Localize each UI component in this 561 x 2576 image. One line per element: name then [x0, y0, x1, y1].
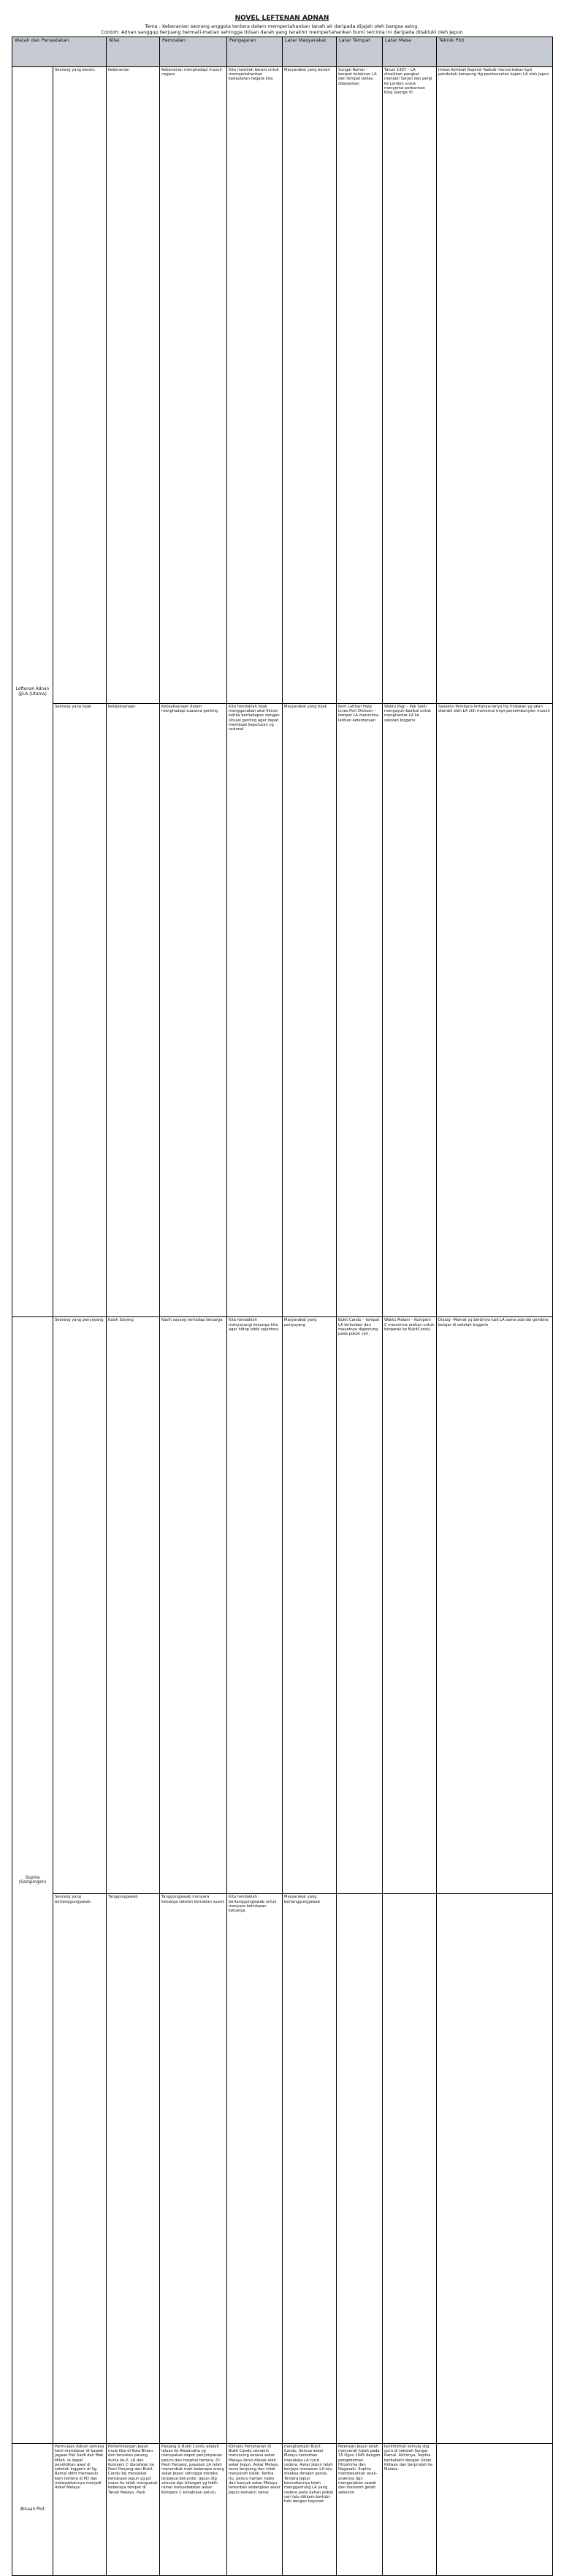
cell-pengajaran: Kita mestilah berani untuk mempertahankan kedaulatan negara kita.: [227, 66, 283, 703]
cell-masyarakat: Masyarakat yang bertanggungjawab: [283, 1894, 337, 2443]
cell-pengajaran: Kita hendaklah bijak menggunakan akal fikiran ketika berhadapan dengan situasi genting agar dapat membuat keputusan yg rasional: [227, 703, 283, 1316]
theme-line: Tema : Keberanian seorang anggota tentera dalam mempertahankan tanah air daripada dijajah oleh bangsa asing.: [145, 23, 419, 29]
plot-permulaan: Permulaan Adnan semasa kecil membesar di bawah jagaan Pak Saidi dan Mak Milah. Ia dapat pendidikan awal di sekolah Inggeris di Sg. Ramal sblm memasuki kem tentera di PD dan melayakkannya menjadi Askar Melayu: [53, 2443, 107, 2575]
cell-plot: Saspens Pembaca tertanya-tanya ttg tindakan yg akan diambil oleh LA stlh menemui tmpt persembunyian musuh: [437, 703, 553, 1316]
cell-watak: Seorang yang berani.: [53, 66, 107, 703]
cell-masa: Waktu Pagi – Pak Saidi mengayuh basikal untuk menghantar LA ke sekolah Inggeris: [383, 703, 437, 1316]
character-sophia: Sophia (Sampingan): [12, 1317, 53, 2443]
character-adnan: Leftenan Adnan @LA (Utama): [12, 66, 53, 1316]
table-row: [12, 66, 553, 703]
cell-tempat: Bukit Candu – tempat LA terkorban dan mayatnya digantung pada pokok ceri.: [337, 1317, 383, 1894]
cell-plot: [437, 1894, 553, 2443]
col-header-teknik-plot: Teknik Plot: [437, 37, 553, 67]
cell-masa: Tahun 1937 – LA dinaikkan pangkat menjadi Sarjan dan pergi ke London untuk menyertai perbarisan King George VI: [383, 66, 437, 703]
cell-nilai: Tanggungjawab: [107, 1894, 160, 2443]
col-header-watak: Watak dan Perwatakan: [12, 37, 107, 67]
cell-pengajaran: Kita hendaklah bertanggungjawab untuk menyara kehidupan keluarga.: [227, 1894, 283, 2443]
example-line: Contoh: Adnan sanggup berjuang bermati-matian sehingga titisan darah yang terakhir mempertahankan bumi tercinta ini daripada ditakluki oleh Jepun: [101, 29, 463, 35]
col-header-pengajaran: Pengajaran: [227, 37, 283, 67]
col-header-latar-masa: Latar Masa: [383, 37, 437, 67]
cell-pemoalan: Keberanian menghadapi musuh negara: [160, 66, 227, 703]
col-header-latar-tempat: Latar Tempat: [337, 37, 383, 67]
cell-nilai: Kebijaksanaan: [107, 703, 160, 1316]
table-row: [12, 703, 553, 1316]
cell-masyarakat: Masyarakat yang bijak: [283, 703, 337, 1316]
cell-nilai: Keberanian: [107, 66, 160, 703]
plot-perkembangan: Perkembangan Jepun mula tiba di Kota Bharu dan teruskan perang dunia ke-2. LA dan Kompeni C diarahkan ke Pasir Panjang dan Bukit Candu bg menyekat kemaraan Jepun yg pd masa itu telah menguasai beberapa tempat di Tanah Melayu. Pasir: [107, 2443, 160, 2575]
document-page: [12, 15, 552, 2576]
plot-peleraian-b: Peleraian Jepun telah menyerah kalah pada 15 Ogos 1945 dengan pengeboman Hiroshima dan Nagasaki. Sophia membesarkan anak-anaknya dgn mengerjakan sawah dan menoreh getah sebelum: [337, 2443, 383, 2575]
plot-empty-1: [437, 2443, 553, 2575]
cell-pengajaran: Kita hendaklah menyayangi keluarga kita agar hidup lebih sejahtera: [227, 1317, 283, 1894]
cell-plot: Dialog –Mamat yg berbinya kpd LA sama ada dia gembira belajar di sekolah Inggeris: [437, 1317, 553, 1894]
cell-tempat: [337, 1894, 383, 2443]
cell-watak: Seorang yang bijak: [53, 703, 107, 1316]
header-row: [12, 37, 553, 67]
cell-masa: Waktu Malam – Kompeni C menerima arahan untuk bergerak ke BukitCandu.: [383, 1317, 437, 1894]
cell-plot: Imbas Kembali Koperal Yaakub menceritakan kpd penduduk kampung ttg pembunuhan kejam LA oleh Jepun: [437, 66, 553, 703]
plot-konflik: Panjang & Bukit Candu adalah laluan ke Alexandria yg merupakan depot penyimpanan peluru dan hospital tentera. Di Pasir Panjang, pasukan LA telah menembak mati beberapa orang askar Jepun sehingga mereka terpaksa berundur. Jepun dtg semula dgn bilangan yg lebih ramai menyebabkan askar Kompeni C kehabisan peluru.: [160, 2443, 227, 2575]
plot-label: Binaan Plot: [12, 2443, 53, 2575]
cell-pemoalan: Kebijaksanaan dalam menghadapi suasana genting: [160, 703, 227, 1316]
plot-penutup: berkhidmat semula sbg guru di sekolah Sungai Ramal. Akhirnya, Sophia berkahwin dengan Ustaz Ridwan dan berpindah ke Melaka.: [383, 2443, 437, 2575]
table-row: [12, 2443, 553, 2575]
table-row: [12, 1317, 553, 1894]
plot-peleraian-a: menghampiri Bukit Candu. Semua askar Melayu terkorban manakala LA turut cedera. Askar Jepun telah berjaya menawan LA lalu diseksa dengan ganas. Tentera Jepun kemudiannya telah menggantung LA yang cedera pada dahan pokok ceri lalu ditikam bertubi-tubi dengan bayonet: [283, 2443, 337, 2575]
cell-watak: Seorang yang bertanggungjawab: [53, 1894, 107, 2443]
cell-nilai: Kasih Sayang: [107, 1317, 160, 1894]
cell-tempat: Kem Latihan Haig Lines Port Dickson – tempat LA menerima latihan ketenteraan: [337, 703, 383, 1316]
cell-masyarakat: Masyarakat yang berani: [283, 66, 337, 703]
cell-pemoalan: Kasih sayang terhadap keluarga: [160, 1317, 227, 1894]
novel-analysis-table: [12, 37, 553, 2576]
col-header-pemoalan: Pemoalan: [160, 37, 227, 67]
cell-masyarakat: Masyarakat yang penyayang: [283, 1317, 337, 1894]
col-header-nilai: Nilai: [107, 37, 160, 67]
document-title: NOVEL LEFTENAN ADNAN: [234, 15, 329, 22]
plot-klimaks: Klimaks Pertahanan di Bukit Candu semakin meruncing kerana askar Melayu terus diasak oleh askar Jepun. Askar Melayu terus berjuang dan tidak menyerah kalah. Ketika itu, peluru hampir habis dan banyak askar Melayu terkorban sedangkan askar Jepun semakin ramai: [227, 2443, 283, 2575]
cell-tempat: Sungai Ramal – tempat kelahiran LA dan tempat beliau dibesarkan: [337, 66, 383, 703]
table-row: [12, 1894, 553, 2443]
cell-masa: [383, 1894, 437, 2443]
col-header-latar-masyarakat: Latar Masyarakat: [283, 37, 337, 67]
cell-pemoalan: Tanggungjawab menyara keluarga setelah kematian suami: [160, 1894, 227, 2443]
cell-watak: Seorang yang penyayang: [53, 1317, 107, 1894]
